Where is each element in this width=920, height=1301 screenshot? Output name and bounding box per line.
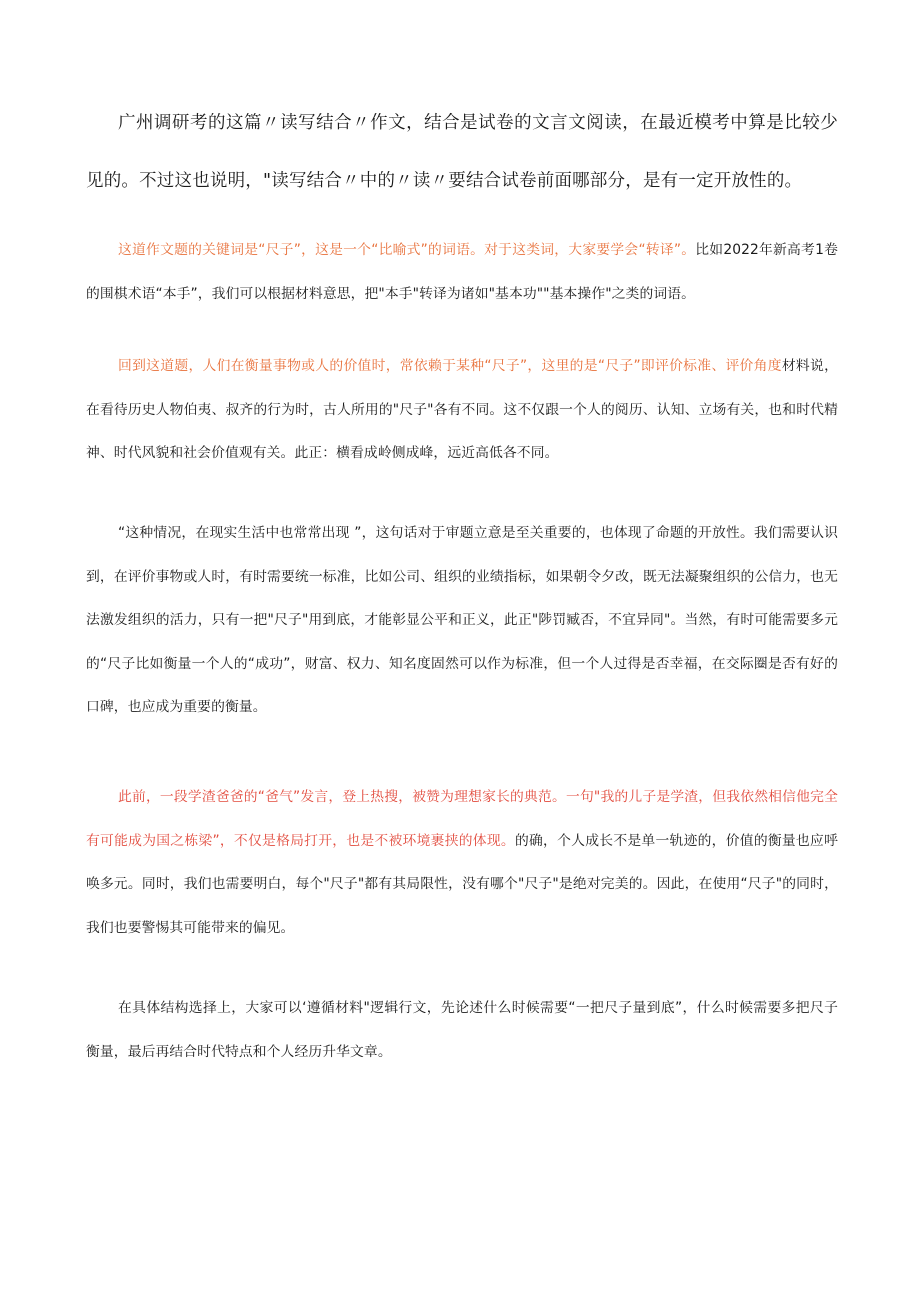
highlight-text: 此前，一段学渣爸爸的“爸气”发言，登上热搜，被赞为理想家长的典范。一句"我的儿子是学渣，但我依然相信他完全有可能成为国之栋梁”，不仅是格局打开，也是不被环境裹挟的体现。: [86, 789, 838, 849]
highlight-text: 回到这道题，人们在衡量事物或人的价值时，常依赖于某种“尺子”，这里的是“尺子”即评价标准、评价角度: [118, 358, 782, 374]
paragraph-reality: “这种情况，在现实生活中也常常出现 ”，这句话对于审题立意是至关重要的，也体现了命题的开放性。我们需要认识到，在评价事物或人时，有时需要统一标准，比如公司、组织的业绩指标，如果朝令夕改，既无法凝聚组织的公信力，也无法激发组织的活力，只有一把"尺子"用到底，才能彰显公平和正义，此正"陟罚臧否，不宜异同"。当然，有时可能需要多元的“尺子比如衡量一个人的“成功”，财富、权力、知名度固然可以作为标准，但一个人过得是否幸福，在交际圈是否有好的口碑，也应成为重要的衡量。: [86, 525, 838, 715]
body-text: 比如2022年新高考1卷的围棋术语“本手”，我们可以根据材料意思，把"本手"转译为诸如"基本功""基本操作"之类的词语。: [86, 242, 838, 302]
body-text: 材料说，在看待历史人物伯夷、叔齐的行为时，古人所用的"尺子"各有不同。这不仅跟一个人的阅历、认知、立场有关，也和时代精神、时代风貌和社会价值观有关。此正：横看成岭侧成峰，远近高低各不同。: [86, 358, 838, 461]
paragraph-intro: 广州调研考的这篇〃读写结合〃作文，结合是试卷的文言文阅读，在最近模考中算是比较少见的。不过这也说明，"读写结合〃中的〃读〃要结合试卷前面哪部分，是有一定开放性的。: [86, 113, 838, 191]
paragraph-ruler-meaning: [86, 345, 838, 476]
body-text: 的确，个人成长不是单一轨迹的，价值的衡量也应呼唤多元。同时，我们也需要明白，每个"尺子"都有其局限性，没有哪个"尺子"是绝对完美的。因此，在使用“尺子"的同时，我们也要警惕其可能带来的偏见。: [86, 832, 838, 936]
paragraph-keyword: [86, 229, 838, 316]
paragraph-example: [86, 776, 838, 950]
paragraph-structure: 在具体结构选择上，大家可以‘遵循材料"逻辑行文，先论述什么时候需要“一把尺子量到底”，什么时候需要多把尺子衡量，最后再结合时代特点和个人经历升华文章。: [86, 1000, 838, 1060]
highlight-text: 这道作文题的关键词是“尺子”，这是一个“比喻式”的词语。对于这类词，大家要学会“转译”。: [118, 242, 696, 258]
